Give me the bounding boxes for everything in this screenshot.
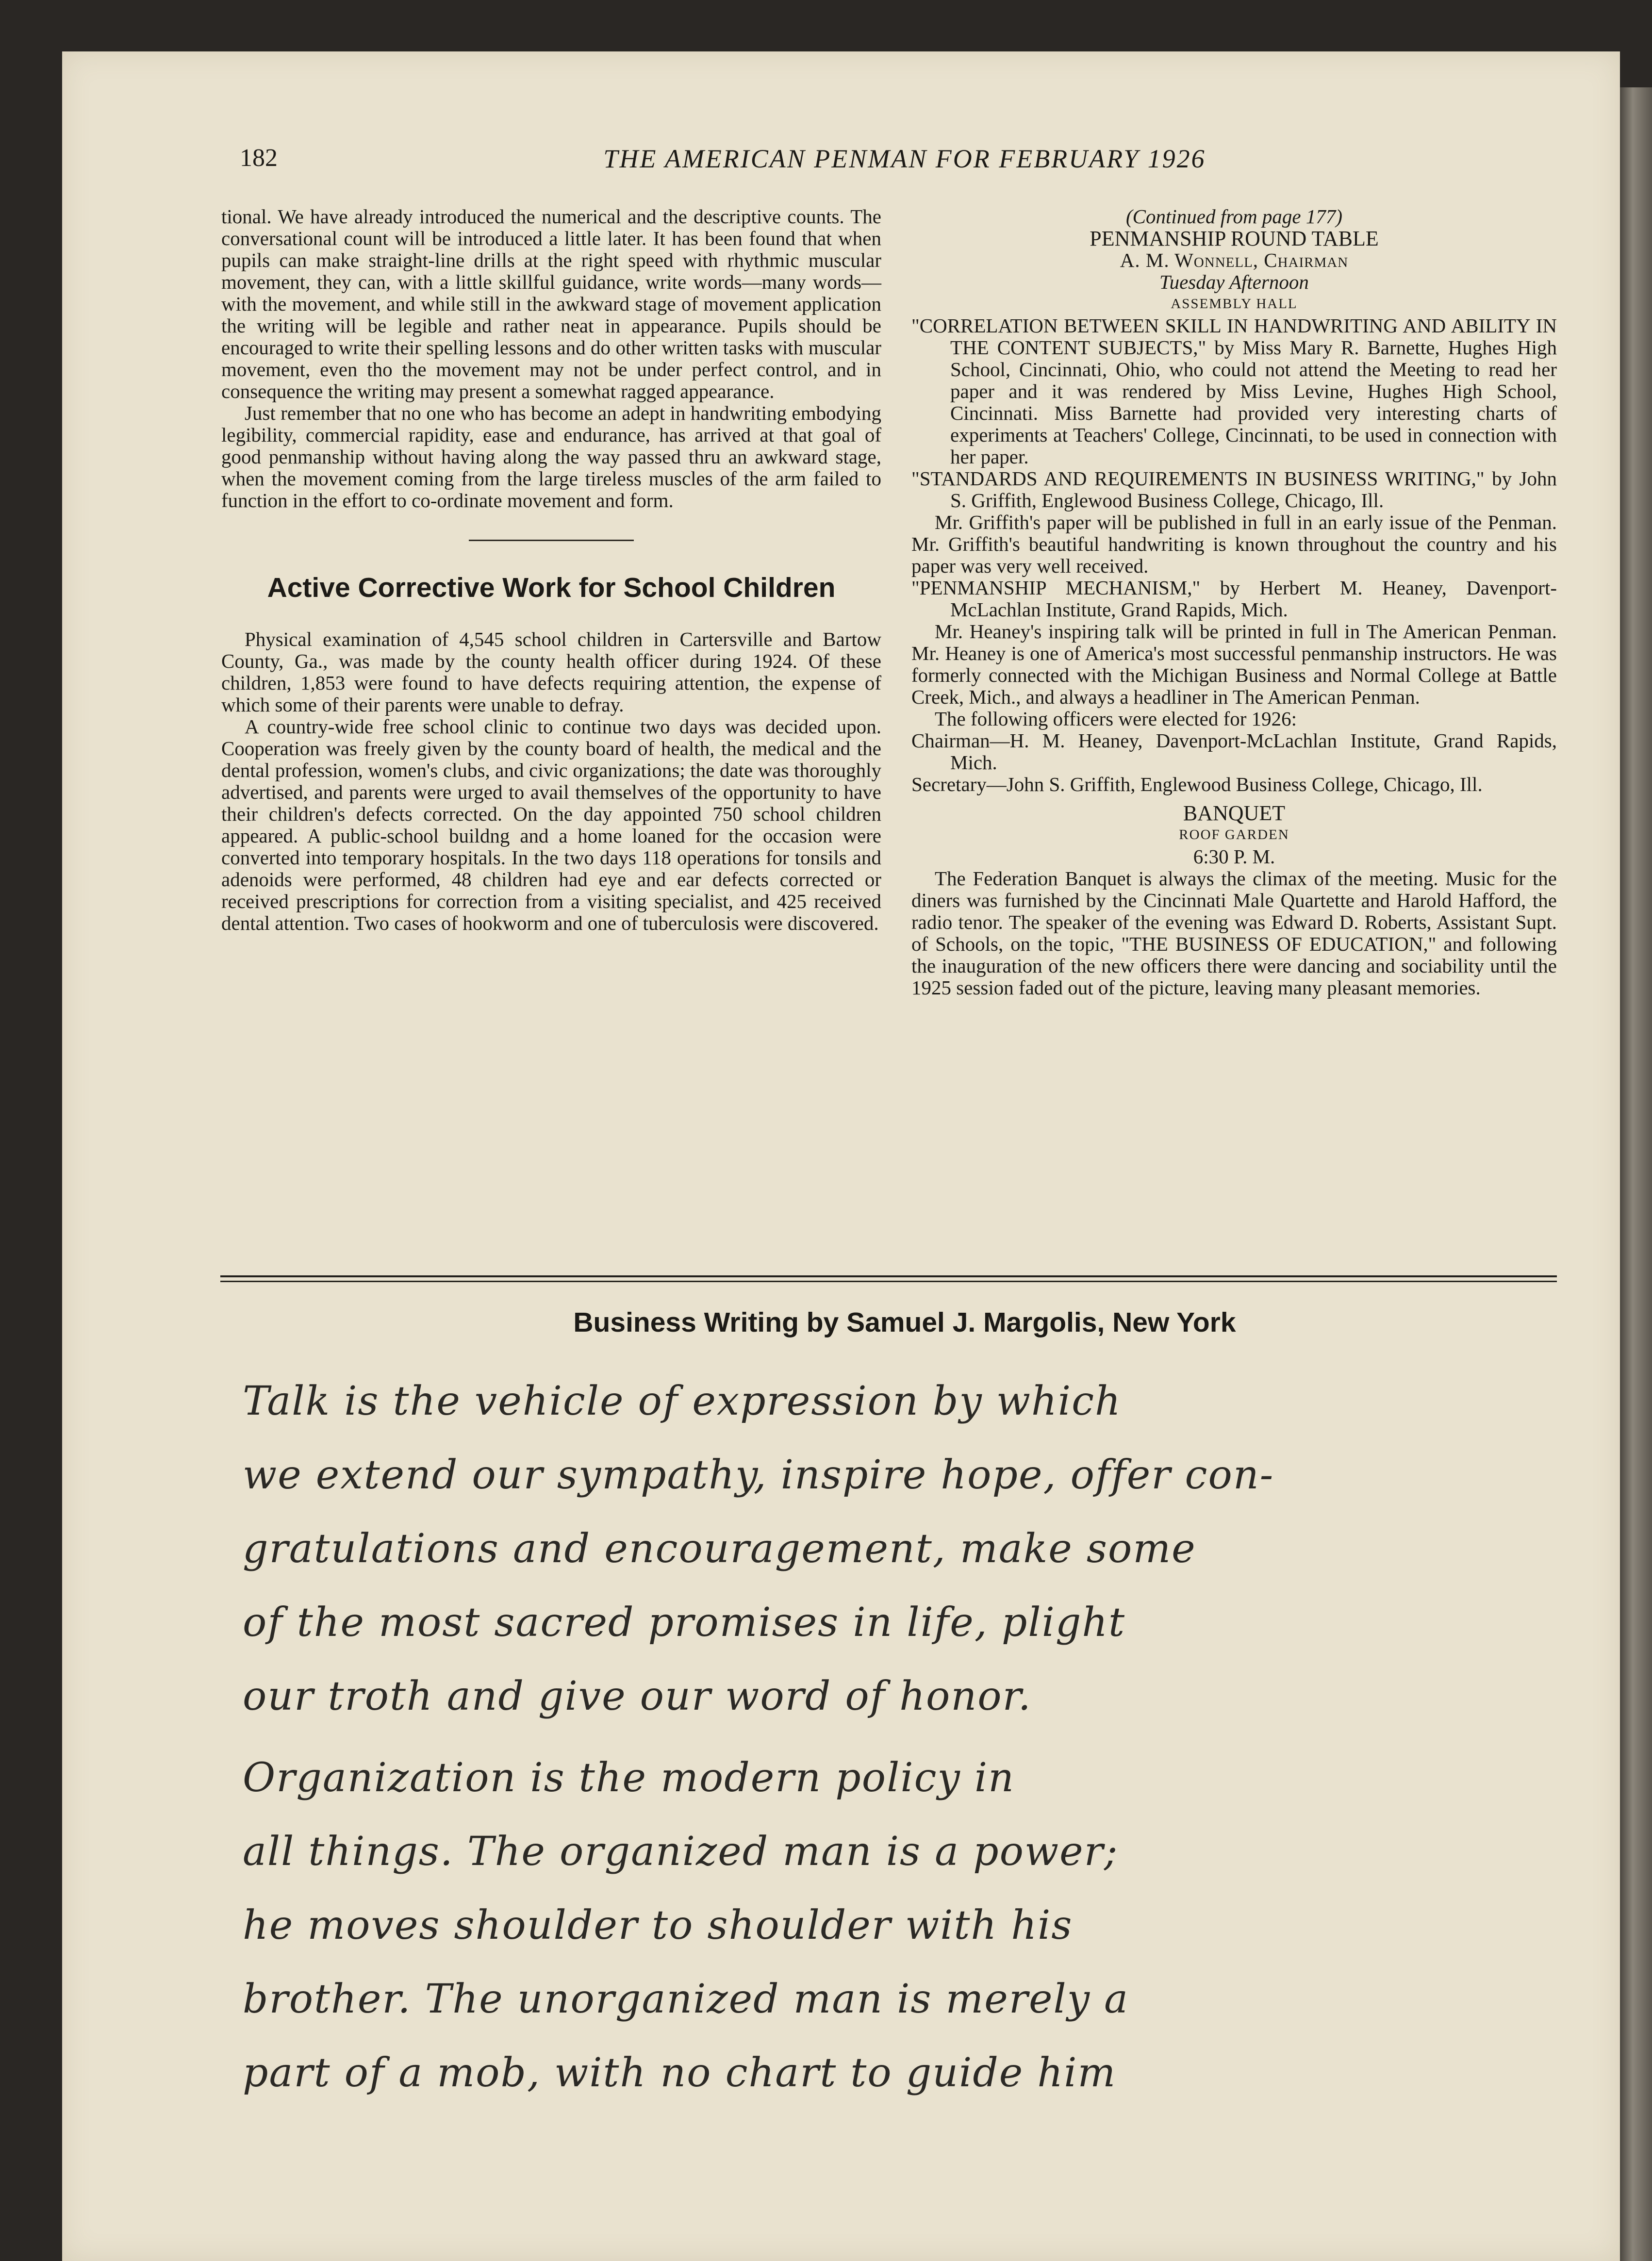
handwriting-passage-2	[243, 1741, 1563, 2110]
page-number: 182	[240, 144, 278, 172]
script-line: of the most sacred promises in life, plight	[243, 1600, 1126, 1646]
officer-line: Secretary—John S. Griffith, Englewood Business College, Chicago, Ill.	[911, 773, 1483, 795]
right-column	[911, 206, 1557, 999]
script-line: gratulations and encouragement, make some	[243, 1526, 1196, 1572]
section-divider	[469, 540, 634, 541]
program-item: "CORRELATION BETWEEN SKILL IN HANDWRITING AND ABILITY IN THE CONTENT SUBJECTS," by Miss Mary R. Barnette, Hughes High School, Cincinnati, Ohio, who could not attend the Meeting to read her paper and it was rendered by Miss Levine, Hughes High School, Cincinnati. Miss Barnette had provided very interesting charts of experiments at Teachers' College, Cincinnati, to be used in connection with her paper.	[911, 314, 1557, 468]
banquet-time: 6:30 P. M.	[1193, 845, 1275, 868]
program-item: "PENMANSHIP MECHANISM," by Herbert M. Heaney, Davenport-McLachlan Institute, Grand Rapids, Mich.	[911, 577, 1557, 621]
script-line: part of a mob, with no chart to guide him	[243, 2050, 1117, 2096]
officers-intro: The following officers were elected for 1926:	[935, 708, 1297, 730]
script-line: Organization is the modern policy in	[243, 1755, 1015, 1801]
continued-note: (Continued from page 177)	[1125, 205, 1342, 228]
banquet-paragraph: The Federation Banquet is always the climax of the meeting. Music for the diners was furnished by the Cincinnati Male Quartette and Harold Hafford, the radio tenor. The speaker of the evening was Edward D. Roberts, Assistant Supt. of Schools, on the topic, "THE BUSINESS OF EDUCATION," and following the inauguration of the new officers there were dancing and sociability until the 1925 session faded out of the picture, leaving many pleasant memories.	[911, 867, 1557, 999]
script-line: Talk is the vehicle of expression by which	[243, 1378, 1122, 1424]
section-title: PENMANSHIP ROUND TABLE	[1090, 227, 1379, 250]
officer-line: Chairman—H. M. Heaney, Davenport-McLachlan Institute, Grand Rapids, Mich.	[911, 729, 1557, 774]
banquet-title: BANQUET	[1183, 801, 1286, 825]
double-rule-divider	[220, 1275, 1557, 1282]
program-note: Mr. Griffith's paper will be published in full in an early issue of the Penman. Mr. Griffith's beautiful handwriting is known throughout the country and his paper was very well received.	[911, 511, 1557, 577]
location-line: ASSEMBLY HALL	[1171, 296, 1298, 312]
article-paragraph: A country-wide free school clinic to continue two days was decided upon. Cooperation was freely given by the county board of health, the medical and the dental profession, women's clubs, and civic organizations; the date was thoroughly advertised, and parents were urged to avail themselves of the opportunity to have their children's defects corrected. On the day appointed 750 school children appeared. A public-school buildng and a home loaned for the occasion were converted into temporary hospitals. In the two days 118 operations for tonsils and adenoids were performed, 48 children had eye and ear defects corrected or received prescriptions for correction from a visiting specialist, and 425 received dental attention. Two cases of hookworm and one of tuberculosis were discovered.	[221, 715, 881, 934]
script-line: he moves shoulder to shoulder with his	[243, 1902, 1073, 1948]
continuation-paragraph: Just remember that no one who has become an adept in handwriting embodying legibility, commercial rapidity, ease and endurance, has arrived at that goal of good penmanship without having along the way passed thru an awkward stage, when the movement coming from the large tireless muscles of the arm failed to function in the effort to co-ordinate movement and form.	[221, 402, 881, 512]
script-line: all things. The organized man is a power;	[243, 1829, 1119, 1875]
session-line: Tuesday Afternoon	[1159, 271, 1309, 293]
article-title: Active Corrective Work for School Children	[267, 572, 836, 603]
chairman-line: A. M. Wonnell, Chairman	[1120, 249, 1349, 271]
article-paragraph: Physical examination of 4,545 school children in Cartersville and Bartow County, Ga., was made by the county health officer during 1924. Of these children, 1,853 were found to have defects requiring attention, the expense of which some of their parents were unable to defray.	[221, 628, 881, 716]
banquet-location: ROOF GARDEN	[1179, 827, 1289, 842]
page-edge	[1620, 87, 1652, 2261]
program-item: "STANDARDS AND REQUIREMENTS IN BUSINESS WRITING," by John S. Griffith, Englewood Business College, Chicago, Ill.	[911, 467, 1557, 512]
left-column	[221, 206, 881, 934]
running-head	[240, 144, 1569, 182]
business-writing-title: Business Writing by Samuel J. Margolis, New York	[573, 1307, 1236, 1338]
handwriting-passage-1	[243, 1365, 1563, 1733]
journal-title: THE AMERICAN PENMAN FOR FEBRUARY 1926	[603, 144, 1206, 173]
script-line: brother. The unorganized man is merely a	[243, 1976, 1129, 2022]
continuation-paragraph: tional. We have already introduced the numerical and the descriptive counts. The conversational count will be introduced a little later. It has been found that when pupils can make straight-line drills at the right speed with rhythmic muscular movement, they can, with a little skillful guidance, write words—many words—with the movement, and while still in the awkward stage of movement application the writing will be legible and rather neat in appearance. Pupils should be encouraged to write their spelling lessons and do other written tasks with muscular movement, even tho the movement may not be under perfect control, and in consequence the writing may present a somewhat ragged appearance.	[221, 205, 881, 402]
script-line: we extend our sympathy, inspire hope, offer con-	[243, 1452, 1274, 1498]
program-note: Mr. Heaney's inspiring talk will be printed in full in The American Penman. Mr. Heaney is one of America's most successful penmanship instructors. He was formerly connected with the Michigan Business and Normal College at Battle Creek, Mich., and always a headliner in The American Penman.	[911, 620, 1557, 708]
script-line: our troth and give our word of honor.	[243, 1673, 1032, 1719]
